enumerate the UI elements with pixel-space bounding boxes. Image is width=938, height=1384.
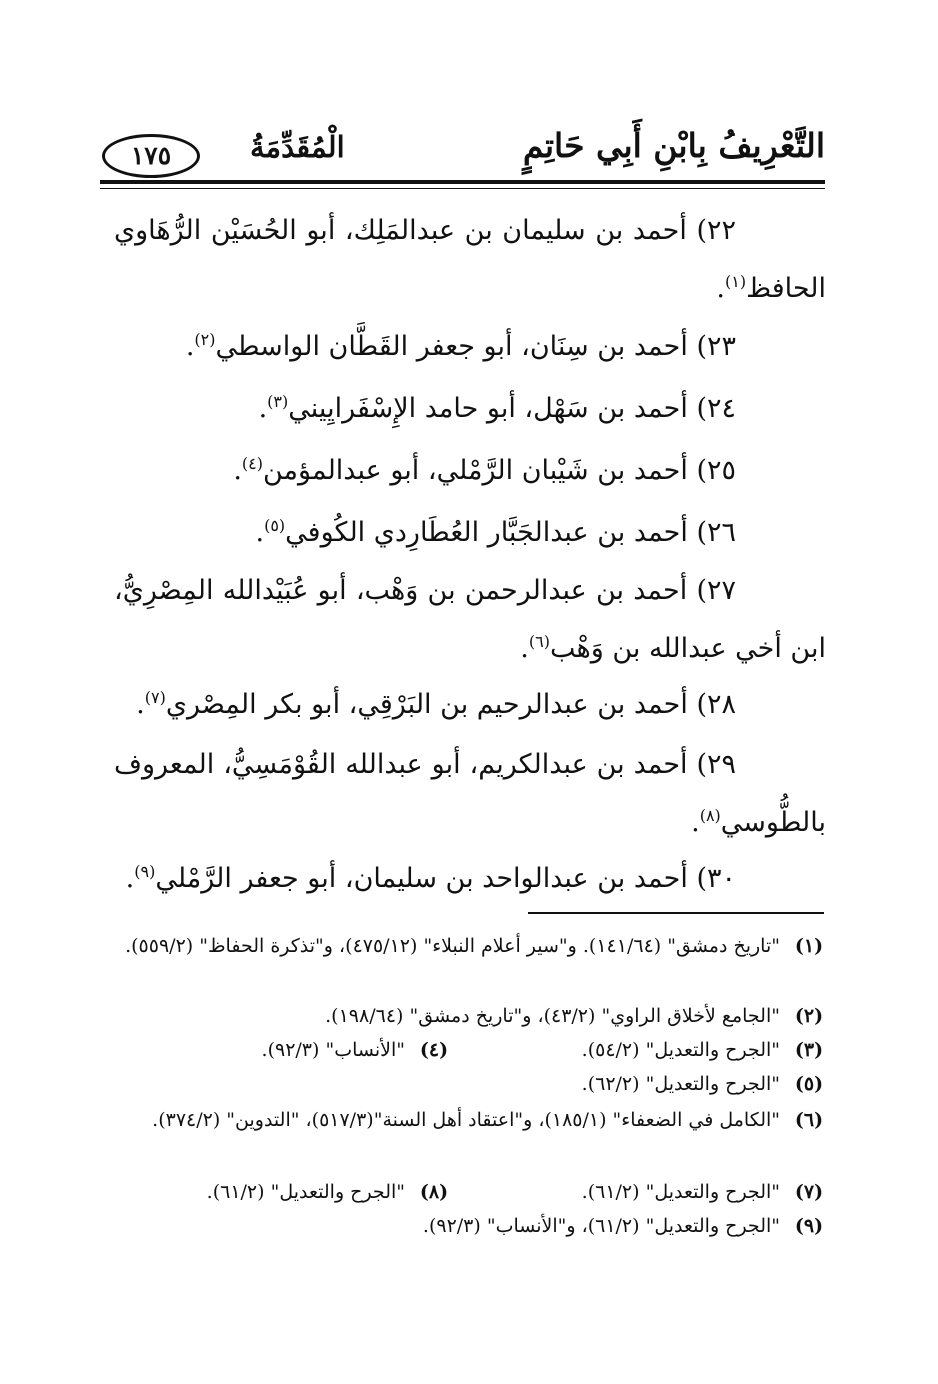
section-title: الْمُقَدِّمَةُ xyxy=(250,130,345,164)
footnote-text: "الجرح والتعديل" (٦٢/٢). xyxy=(581,1073,780,1095)
footnote-ref: (٤) xyxy=(241,454,263,473)
entry-end: . xyxy=(255,517,265,548)
footnote-rule xyxy=(528,912,824,914)
footnote-number: (٧) xyxy=(794,1181,824,1203)
footnote-number: (٣) xyxy=(794,1039,824,1061)
footnote-ref: (٢) xyxy=(194,330,216,349)
entry-27 xyxy=(114,562,826,678)
footnote-number: (٥) xyxy=(794,1073,824,1095)
footnote-ref: (٨) xyxy=(699,806,721,825)
footnote-number: (٦) xyxy=(794,1109,824,1131)
book-title: التَّعْرِيفُ بِابْنِ أَبِي حَاتِمٍ xyxy=(522,126,825,165)
footnote-4 xyxy=(262,1034,451,1066)
entry-23 xyxy=(114,318,826,376)
entry-end: . xyxy=(136,689,145,720)
entry-text: ٢٩) أحمد بن عبدالكريم، أبو عبدالله القُوْمَسِيُّ، المعروف بالطُّوسي xyxy=(114,749,826,838)
footnote-number: (٢) xyxy=(794,1005,824,1027)
entry-text: ٢٦) أحمد بن عبدالجَبَّار العُطَارِدي الكُوفي xyxy=(285,517,736,548)
footnote-number: (٨) xyxy=(419,1181,449,1203)
footnote-6 xyxy=(114,1104,826,1136)
entry-end: . xyxy=(691,807,700,838)
entry-26 xyxy=(114,504,826,562)
footnote-text: "الجامع لأخلاق الراوي" (٤٣/٢)، و"تاريخ دمشق" (١٩٨/٦٤). xyxy=(325,1005,780,1027)
footnote-number: (٤) xyxy=(419,1039,449,1061)
running-header xyxy=(100,118,825,178)
footnote-text: "الجرح والتعديل" (٦١/٢). xyxy=(206,1181,405,1203)
footnote-ref: (٣) xyxy=(267,392,289,411)
footnote-text: "الجرح والتعديل" (٦١/٢)، و"الأنساب" (٩٢/٣). xyxy=(422,1215,780,1237)
entry-text: ٢٢) أحمد بن سليمان بن عبدالمَلِك، أبو الحُسَيْن الرُّهَاوي الحافظ xyxy=(114,215,826,304)
footnote-3-4 xyxy=(114,1034,826,1066)
entry-24 xyxy=(114,380,826,438)
header-rule-thick xyxy=(100,180,825,184)
entry-end: . xyxy=(520,633,529,664)
footnote-1 xyxy=(114,930,826,962)
footnote-ref: (١) xyxy=(724,272,747,291)
entry-end: . xyxy=(125,863,135,894)
footnote-text: "تاريخ دمشق" (١٤١/٦٤). و"سير أعلام النبلاء" (٤٧٥/١٢)، و"تذكرة الحفاظ" (٥٥٩/٢). xyxy=(125,935,780,957)
entry-text: ٢٨) أحمد بن عبدالرحيم بن البَرْقِي، أبو بكر المِصْري xyxy=(165,689,736,720)
footnote-ref: (٧) xyxy=(144,688,166,707)
entry-end: . xyxy=(185,331,195,362)
entry-text: ٢٥) أحمد بن شَيْبان الرَّمْلي، أبو عبدالمؤمن xyxy=(263,455,736,486)
entry-22 xyxy=(114,202,826,318)
entry-28 xyxy=(114,676,826,734)
footnote-5 xyxy=(114,1068,826,1100)
footnote-7-8 xyxy=(114,1176,826,1208)
entry-text: ٢٧) أحمد بن عبدالرحمن بن وَهْب، أبو عُبَيْدالله المِصْرِيُّ، ابن أخي عبدالله بن وَهْب xyxy=(114,575,826,664)
entry-text: ٢٤) أحمد بن سَهْل، أبو حامد الإِسْفَرايِيني xyxy=(288,393,736,424)
entry-25 xyxy=(114,442,826,500)
footnote-ref: (٩) xyxy=(134,862,156,881)
footnote-2 xyxy=(114,1000,826,1032)
entry-30 xyxy=(114,850,826,908)
footnote-number: (٩) xyxy=(794,1215,824,1237)
entry-29 xyxy=(114,736,826,852)
footnote-8 xyxy=(207,1176,451,1208)
entry-end: . xyxy=(258,393,268,424)
footnote-text: "الكامل في الضعفاء" (١٨٥/١)، و"اعتقاد أهل السنة"(٥١٧/٣)، "التدوين" (٣٧٤/٢). xyxy=(152,1109,780,1131)
footnote-ref: (٥) xyxy=(264,516,286,535)
footnote-number: (١) xyxy=(794,935,824,957)
entry-text: ٢٣) أحمد بن سِنَان، أبو جعفر القَطَّان الواسطي xyxy=(215,331,736,362)
entry-end: . xyxy=(233,455,242,486)
footnote-ref: (٦) xyxy=(528,632,550,651)
header-rule-thin xyxy=(100,188,825,189)
entry-text: ٣٠) أحمد بن عبدالواحد بن سليمان، أبو جعفر الرَّمْلي xyxy=(155,863,736,894)
footnote-9 xyxy=(114,1210,826,1242)
entry-end: . xyxy=(716,273,725,304)
footnote-text: "الجرح والتعديل" (٥٤/٢). xyxy=(581,1039,780,1061)
footnote-text: "الجرح والتعديل" (٦١/٢). xyxy=(581,1181,780,1203)
page-number: ١٧٥ xyxy=(102,134,200,178)
footnote-text: "الأنساب" (٩٢/٣). xyxy=(261,1039,405,1061)
